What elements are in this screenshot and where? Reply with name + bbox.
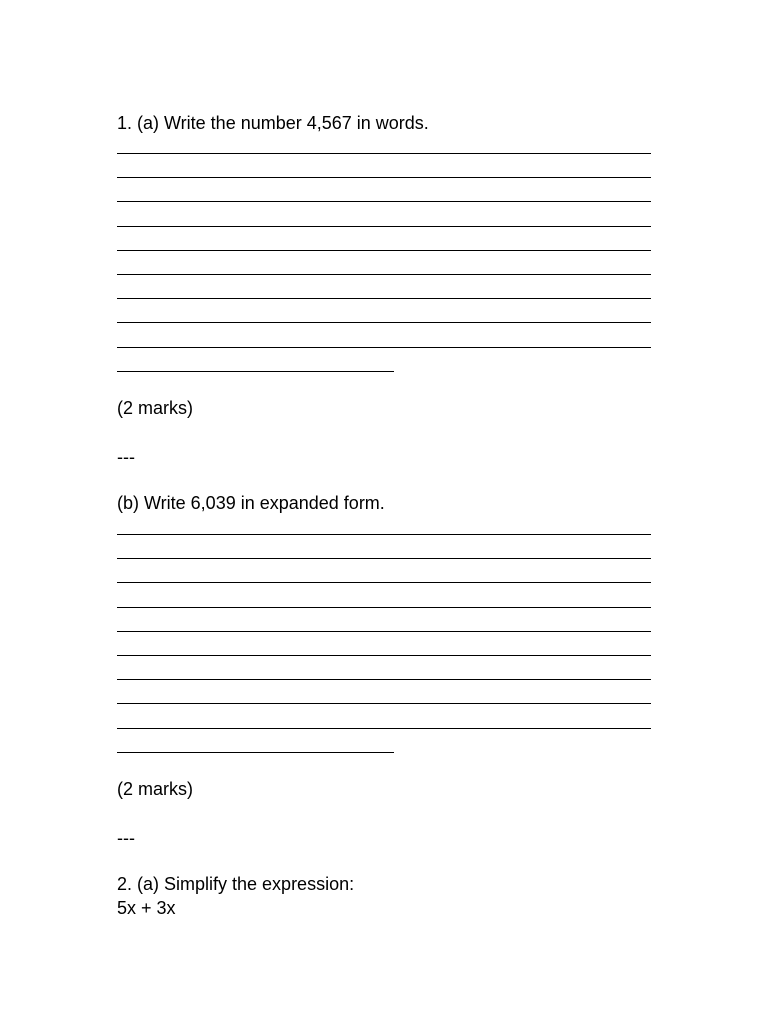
answer-line[interactable] <box>117 298 651 299</box>
answer-line[interactable] <box>117 274 651 275</box>
answer-line[interactable] <box>117 631 651 632</box>
answer-line[interactable] <box>117 177 651 178</box>
separator-2: --- <box>117 828 135 848</box>
question-1a-prompt: 1. (a) Write the number 4,567 in words. <box>117 113 429 133</box>
answer-line[interactable] <box>117 226 651 227</box>
answer-line[interactable] <box>117 655 651 656</box>
answer-line[interactable] <box>117 679 651 680</box>
answer-line[interactable] <box>117 153 651 154</box>
answer-line[interactable] <box>117 201 651 202</box>
separator-1: --- <box>117 447 135 467</box>
question-1b-marks: (2 marks) <box>117 779 193 799</box>
answer-line[interactable] <box>117 322 651 323</box>
answer-line[interactable] <box>117 347 651 348</box>
answer-line[interactable] <box>117 534 651 535</box>
answer-line[interactable] <box>117 752 394 753</box>
answer-line[interactable] <box>117 250 651 251</box>
answer-line[interactable] <box>117 582 651 583</box>
question-1a-marks: (2 marks) <box>117 398 193 418</box>
question-2a-expression: 5x + 3x <box>117 898 176 918</box>
question-1b-prompt: (b) Write 6,039 in expanded form. <box>117 493 385 513</box>
answer-line[interactable] <box>117 728 651 729</box>
question-2a-prompt: 2. (a) Simplify the expression: <box>117 874 355 894</box>
answer-line[interactable] <box>117 703 651 704</box>
answer-line[interactable] <box>117 607 651 608</box>
answer-line[interactable] <box>117 371 394 372</box>
answer-line[interactable] <box>117 558 651 559</box>
